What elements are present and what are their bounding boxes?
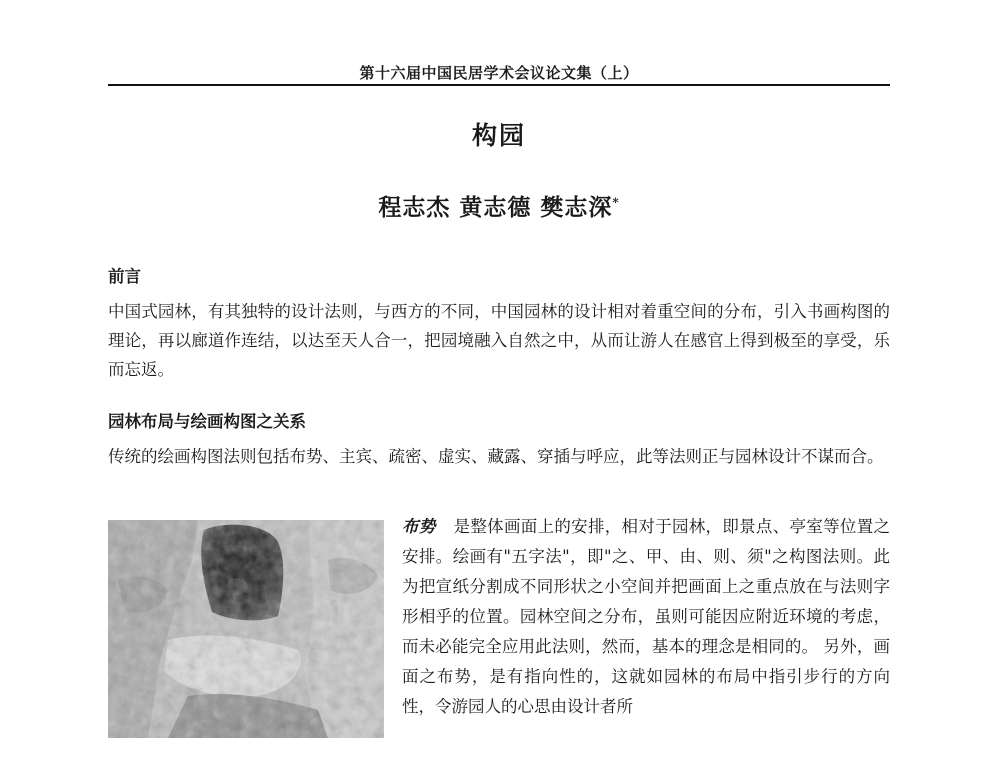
header-rule xyxy=(108,84,890,86)
bushi-term: 布势 xyxy=(402,517,436,536)
author-footnote-mark: * xyxy=(612,195,620,210)
running-head: 第十六届中国民居学术会议论文集（上） xyxy=(359,64,639,82)
rock-photo-image xyxy=(108,520,384,738)
bushi-paragraph xyxy=(402,512,890,722)
layout-paragraph: 传统的绘画构图法则包括布势、主宾、疏密、虚实、藏露、穿插与呼应，此等法则正与园林设计不谋而合。 xyxy=(108,447,884,466)
author-line xyxy=(108,189,890,222)
bushi-text: 是整体画面上的安排，相对于园林，即景点、亭室等位置之安排。绘画有"五字法"，即"之、甲、由、则、须"之构图法则。此为把宣纸分割成不同形状之小空间并把画面上之重点放在与法则字形相乎的位置。园林空间之分布，虽则可能因应附近环境的考虑，而未必能完全应用此法则，然而，基本的理念是相同的。 另外，画面之布势，是有指向性的，这就如园林的布局中指引步行的方向性，令游园人的心思由设计者所 xyxy=(402,517,891,716)
author-names: 程志杰 黄志德 樊志深 xyxy=(378,194,613,221)
intro-heading: 前言 xyxy=(108,267,141,286)
intro-paragraph: 中国式园林，有其独特的设计法则，与西方的不同，中国园林的设计相对着重空间的分布，引入书画构图的理论，再以廊道作连结，以达至天人合一，把园境融入自然之中，从而让游人在感官上得到极至的享受，乐而忘返。 xyxy=(108,302,890,379)
garden-rock-photo xyxy=(108,520,384,738)
layout-heading: 园林布局与绘画构图之关系 xyxy=(108,412,306,431)
paper-title: 构园 xyxy=(471,121,526,150)
